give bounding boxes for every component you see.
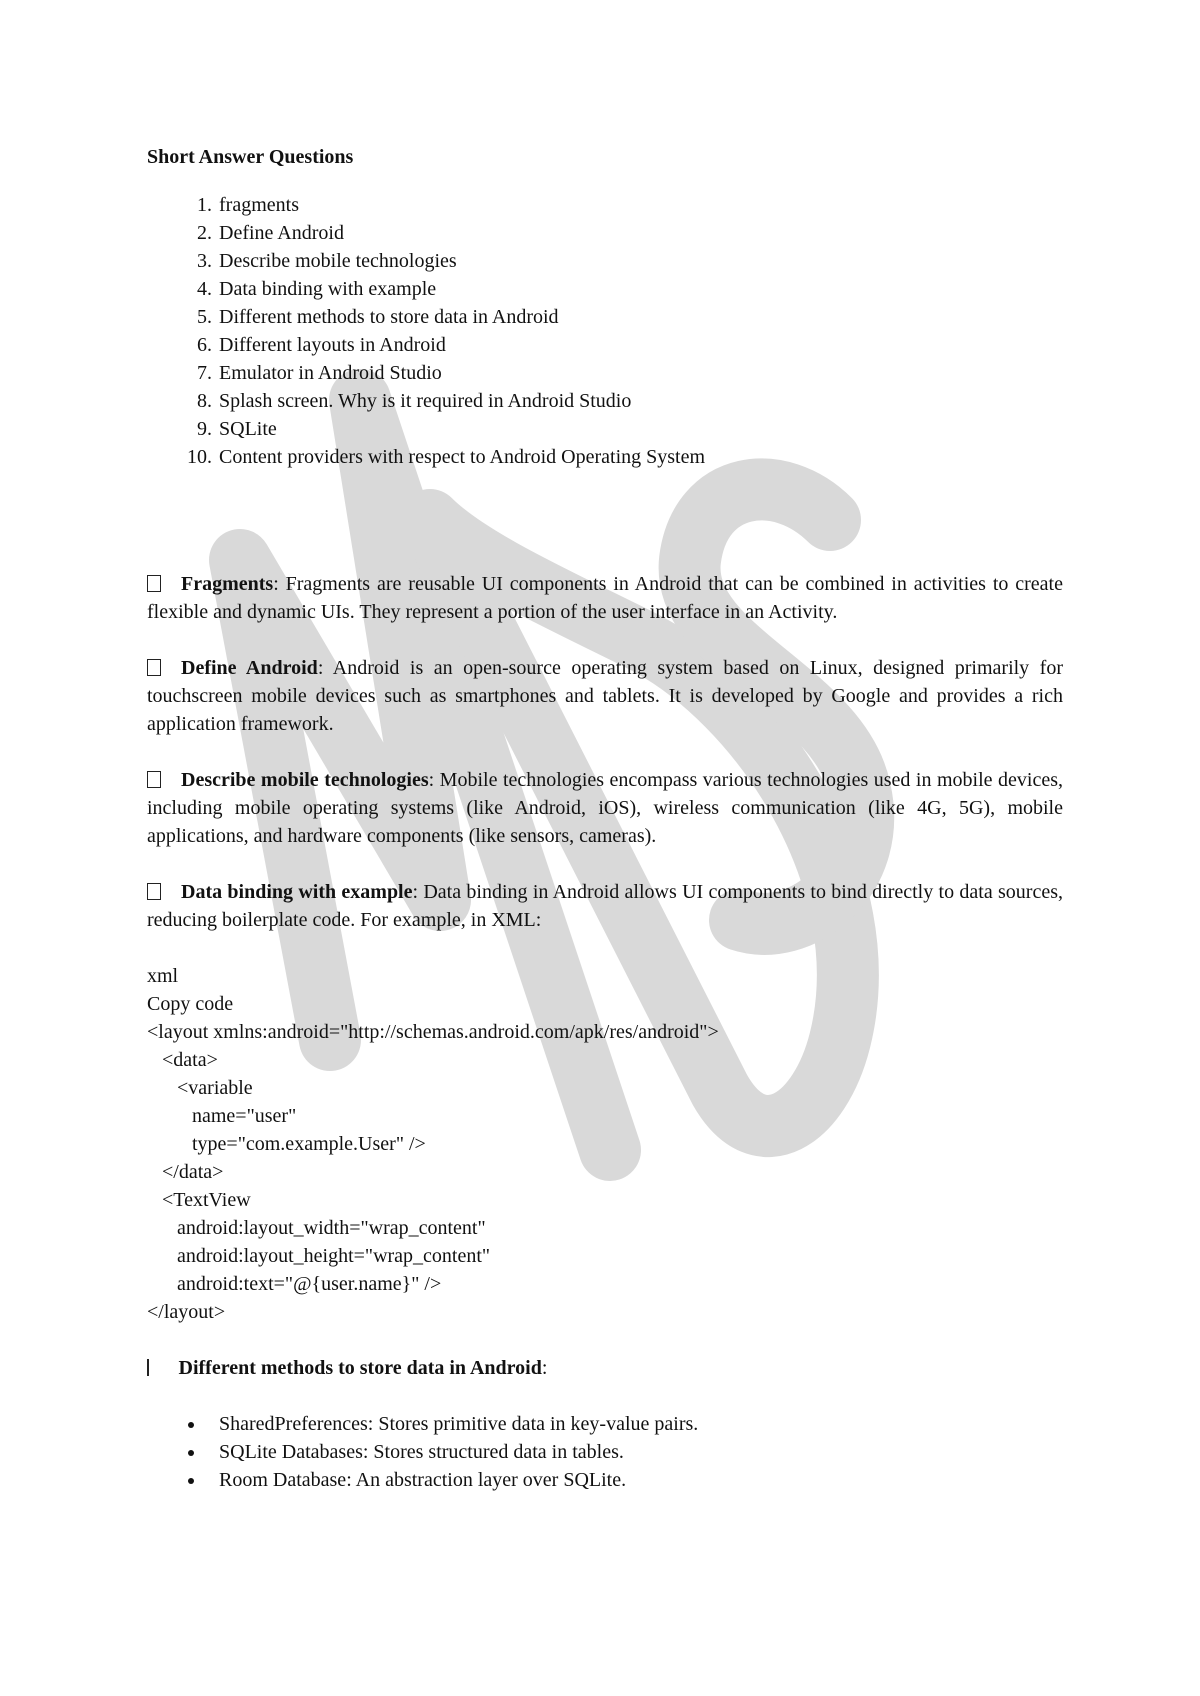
list-item: Room Database: An abstraction layer over SQLite. bbox=[147, 1466, 1063, 1494]
list-item: 10. Content providers with respect to Android Operating System bbox=[187, 446, 706, 468]
code-line: </data> bbox=[147, 1161, 224, 1183]
page-title: Short Answer Questions bbox=[147, 146, 354, 168]
code-line: android:text="@{user.name}" /> bbox=[147, 1273, 442, 1295]
questions-list bbox=[147, 191, 1063, 471]
list-item: SharedPreferences: Stores primitive data in key-value pairs. bbox=[147, 1410, 1063, 1438]
bullet-bar-icon bbox=[147, 1359, 149, 1376]
checkbox-glyph-icon bbox=[147, 883, 161, 900]
storage-methods-list bbox=[147, 1410, 1063, 1494]
list-item: 7. Emulator in Android Studio bbox=[197, 362, 442, 384]
list-item: 1. fragments bbox=[197, 194, 299, 216]
answer-data-binding: Data binding with example: Data binding in Android allows UI components to bind directly to data sources, reducing boilerplate code. For example, in XML: bbox=[147, 881, 1063, 931]
bullet-icon bbox=[188, 1450, 194, 1456]
code-line: <layout xmlns:android="http://schemas.android.com/apk/res/android"> bbox=[147, 1021, 719, 1043]
code-line: android:layout_width="wrap_content" bbox=[147, 1217, 486, 1239]
answer-storage-methods: Different methods to store data in Android: bbox=[147, 1354, 1063, 1382]
code-line: <TextView bbox=[147, 1189, 251, 1211]
answer-fragments: Fragments: Fragments are reusable UI components in Android that can be combined in activities to create flexible and dynamic UIs. They represent a portion of the user interface in an Activity. bbox=[147, 573, 1063, 623]
bullet-icon bbox=[188, 1422, 194, 1428]
bullet-icon bbox=[188, 1478, 194, 1484]
list-item: 9. SQLite bbox=[197, 418, 277, 440]
copy-code-link[interactable]: Copy code bbox=[147, 993, 234, 1015]
code-block bbox=[147, 962, 1063, 1326]
checkbox-glyph-icon bbox=[147, 659, 161, 676]
code-line: android:layout_height="wrap_content" bbox=[147, 1245, 491, 1267]
list-item: SQLite Databases: Stores structured data in tables. bbox=[147, 1438, 1063, 1466]
list-item: 3. Describe mobile technologies bbox=[197, 250, 457, 272]
answer-mobile-technologies: Describe mobile technologies: Mobile technologies encompass various technologies used in mobile devices, including mobile operating systems (like Android, iOS), wireless communication (like 4G, 5G), mobile applications, and hardware components (like sensors, cameras). bbox=[147, 769, 1063, 847]
code-line: <data> bbox=[147, 1049, 218, 1071]
code-line: name="user" bbox=[147, 1105, 297, 1127]
list-item: 4. Data binding with example bbox=[197, 278, 437, 300]
checkbox-glyph-icon bbox=[147, 771, 161, 788]
list-item: 2. Define Android bbox=[197, 222, 344, 244]
code-line: </layout> bbox=[147, 1301, 226, 1323]
code-line: type="com.example.User" /> bbox=[147, 1133, 426, 1155]
list-item: 6. Different layouts in Android bbox=[197, 334, 446, 356]
code-language-label: xml bbox=[147, 965, 179, 987]
answer-define-android: Define Android: Android is an open-source operating system based on Linux, designed primarily for touchscreen mobile devices such as smartphones and tablets. It is developed by Google and provides a rich application framework. bbox=[147, 657, 1063, 735]
document-page bbox=[147, 143, 1063, 1494]
code-line: <variable bbox=[147, 1077, 253, 1099]
list-item: 8. Splash screen. Why is it required in Android Studio bbox=[197, 390, 632, 412]
list-item: 5. Different methods to store data in Android bbox=[197, 306, 559, 328]
checkbox-glyph-icon bbox=[147, 575, 161, 592]
